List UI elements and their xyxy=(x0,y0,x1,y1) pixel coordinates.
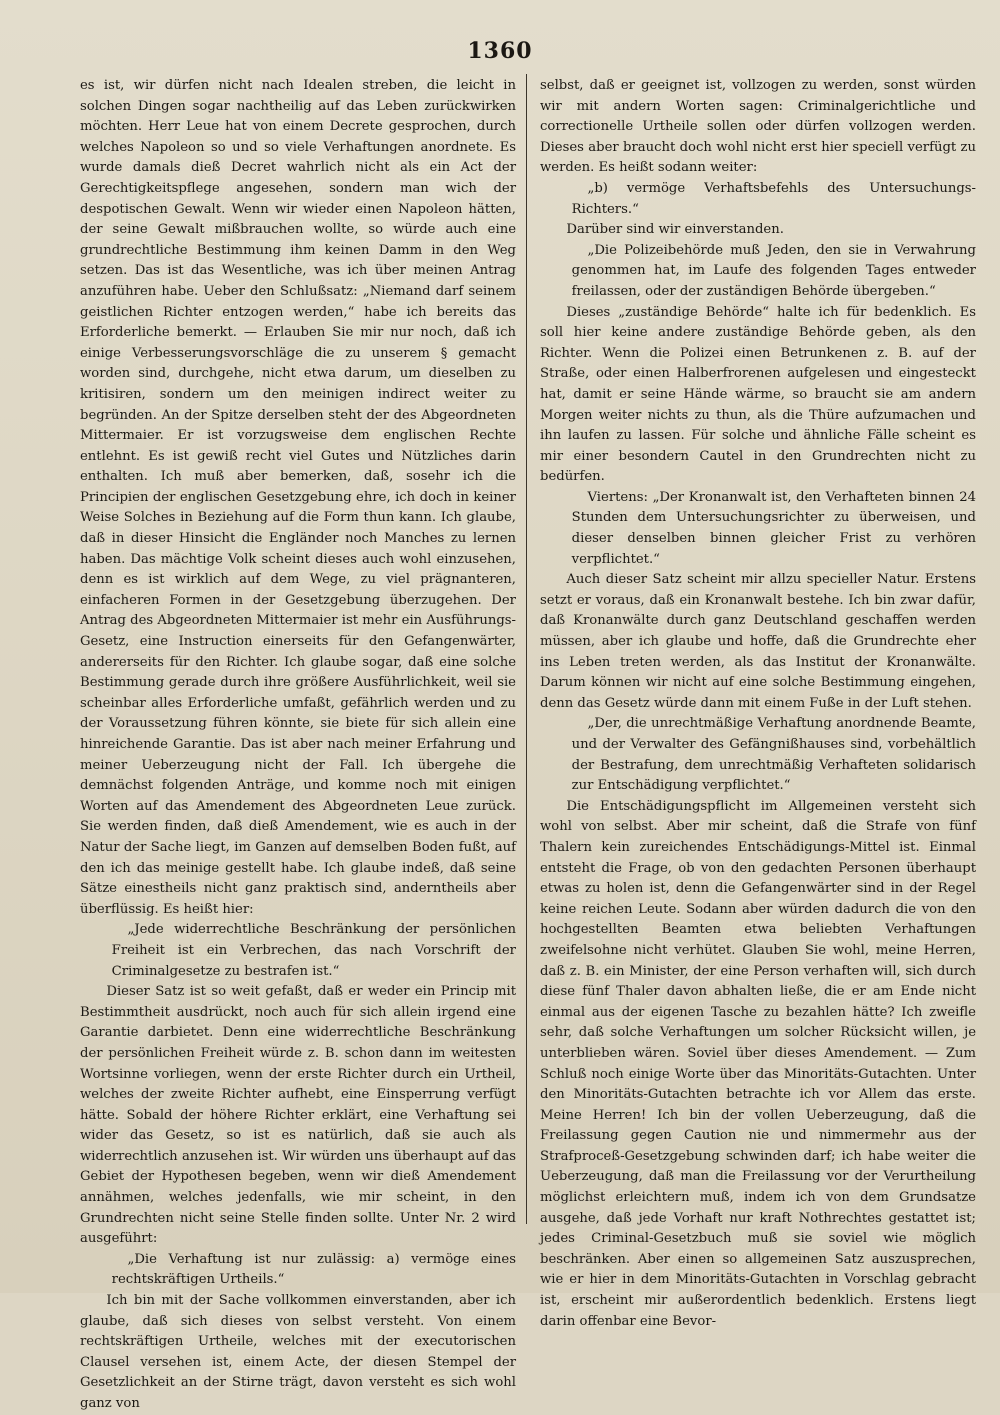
quoted-paragraph: „Die Verhaftung ist nur zulässig: a) vermöge eines rechtskräftigen Urtheils.“ xyxy=(111,1251,516,1288)
paragraph: Ich bin mit der Sache vollkommen einverstanden, aber ich glaube, daß sich dieses von selbst versteht. Von einem rechtskräftigen Urtheile, welches mit der executorischen Clausel versehen ist, einem Acte, der diesen Stempel der Gesetzlichkeit an der Stirne trägt, davon versteht es sich wohl ganz von xyxy=(80,1293,516,1411)
page-number: 1360 xyxy=(467,38,533,64)
paragraph: Auch dieser Satz scheint mir allzu specieller Natur. Erstens setzt er voraus, daß ein Kronanwalt bestehe. Ich bin zwar dafür, daß Kronanwälte durch ganz Deutschland geschaffen werden müssen, aber ich glaube und hoffe, daß die Grundrechte eher ins Leben treten werden, als das Institut der Kronanwälte. Darum können wir nicht auf eine solche Bestimmung eingehen, denn das Gesetz würde dann mit einem Fuße in der Luft stehen. xyxy=(540,572,976,711)
quoted-paragraph: „b) vermöge Verhaftsbefehls des Untersuchungs-Richters.“ xyxy=(571,180,976,217)
quoted-paragraph: „Die Polizeibehörde muß Jeden, den sie in Verwahrung genommen hat, im Laufe des folgenden Tages entweder freilassen, oder der zuständigen Behörde übergeben.“ xyxy=(571,242,976,299)
paragraph: Darüber sind wir einverstanden. xyxy=(566,222,784,238)
paragraph: Dieses „zuständige Behörde“ halte ich für bedenklich. Es soll hier keine andere zuständige Behörde geben, als den Richter. Wenn die Polizei einen Betrunkenen z. B. auf der Straße, oder einen Halberfrorenen aufgelesen und eingesteckt hat, damit er seine Hände wärme, so braucht sie am andern Morgen weiter nichts zu thun, als die Thüre aufzumachen und ihn laufen zu lassen. Für solche und ähnliche Fälle scheint es mir einer besondern Cautel in den Grundrechten nicht zu bedürfen. xyxy=(540,304,976,485)
paragraph: es ist, wir dürfen nicht nach Idealen streben, die leicht in solchen Dingen sogar nachtheilig auf das Leben zurückwirken möchten. Herr Leue hat von einem Decrete gesprochen, durch welches Napoleon so und so viele Verhaftungen anordnete. Es wurde damals dieß Decret wahrlich nicht als ein Act der Gerechtigkeitspflege angesehen, sondern man wich der despotischen Gewalt. Wenn wir wieder einen Napoleon hätten, der seine Gewalt mißbrauchen wollte, so würde auch eine grundrechtliche Bestimmung ihm keinen Damm in den Weg setzen. Das ist das Wesentliche, was ich über meinen Antrag anzuführen habe. Ueber den Schlußsatz: „Niemand darf seinem geistlichen Richter entzogen werden,“ habe ich bereits das Erforderliche bemerkt. — Erlauben Sie mir nur noch, daß ich einige Verbesserungsvorschläge die zu unserem § gemacht worden sind, durchgehe, nicht etwa darum, um dieselben zu kritisiren, sondern um den meinigen indirect weiter zu begründen. An der Spitze derselben steht der des Abgeordneten Mittermaier. Er ist vorzugsweise dem englischen Rechte entlehnt. Es ist gewiß recht viel Gutes und Nützliches darin enthalten. Ich muß aber bemerken, daß, sosehr ich die Principien der englischen Gesetzgebung ehre, ich doch in keiner Weise Solches in Beziehung auf die Form thun kann. Ich glaube, daß in dieser Hinsicht die Engländer noch Manches zu lernen haben. Das mächtige Volk scheint dieses auch wohl einzusehen, denn es ist wirklich auf dem Wege, zu viel prägnanteren, einfacheren Formen in der Gesetzgebung überzugehen. Der Antrag des Abgeordneten Mittermaier ist mehr ein Ausführungs-Gesetz, eine Instruction einerseits für den Gefangenwärter, andererseits für den Richter. Ich glaube sogar, daß eine solche Bestimmung gerade durch ihre größere Ausführlichkeit, weil sie scheinbar alles Erforderliche umfaßt, gefährlich werden und zu der Voraussetzung führen könnte, sie biete für sich allein eine hinreichende Garantie. Das ist aber nach meiner Erfahrung und meiner Ueberzeugung nicht der Fall. Ich übergehe die demnächst folgenden Anträge, und komme noch mit einigen Worten auf das Amendement des Abgeordneten Leue zurück. Sie werden finden, daß dieß Amendement, wie es auch in der Natur der Sache liegt, im Ganzen auf demselben Boden fußt, auf den ich das meinige gestellt habe. Ich glaube indeß, daß seine Sätze einestheils nicht ganz praktisch sind, anderntheils aber überflüssig. Es heißt hier: xyxy=(80,78,516,917)
paragraph: Dieser Satz ist so weit gefaßt, daß er weder ein Princip mit Bestimmtheit ausdrückt, noch auch für sich allein irgend eine Garantie darbietet. Denn eine widerrechtliche Beschränkung der persönlichen Freiheit würde z. B. schon dann im weitesten Wortsinne vorliegen, wenn der erste Richter durch ein Urtheil, welches der zweite Richter aufhebt, eine Einsperrung verfügt hätte. Sobald der höhere Richter erklärt, eine Verhaftung sei wider das Gesetz, so ist es natürlich, daß sie auch als widerrechtlich anzusehen ist. Wir würden uns überhaupt auf das Gebiet der Hypothesen begeben, wenn wir dieß Amendement annähmen, welches jedenfalls, wie mir scheint, in den Grundrechten nicht seine Stelle finden sollte. Unter Nr. 2 wird ausgeführt: xyxy=(80,984,516,1247)
column-divider xyxy=(526,74,527,1224)
paragraph: Die Entschädigungspflicht im Allgemeinen versteht sich wohl von selbst. Aber mir scheint, daß die Strafe von fünf Thalern kein zureichendes Entschädigungs-Mittel ist. Einmal entsteht die Frage, ob von den gedachten Personen überhaupt etwas zu holen ist, denn die Gefangenwärter sind in der Regel keine reichen Leute. Sodann aber würden dadurch die von den hochgestellten Beamten etwa beliebten Verhaftungen zweifelsohne nicht verhütet. Glauben Sie wohl, meine Herren, daß z. B. ein Minister, der eine Person verhaften will, sich durch diese fünf Thaler davon abhalten ließe, die er am Ende nicht einmal aus der eigenen Tasche zu bezahlen hätte? Ich zweifle sehr, daß solche Verhaftungen um solcher Rücksicht willen, je unterblieben wären. Soviel über dieses Amendement. — Zum Schluß noch einige Worte über das Minoritäts-Gutachten. Unter den Minoritäts-Gutachten betrachte ich vor Allem das erste. Meine Herren! Ich bin der vollen Ueberzeugung, daß die Freilassung gegen Caution nie und nimmermehr aus der Strafproceß-Gesetzgebung schwinden darf; ich habe weiter die Ueberzeugung, daß man die Freilassung vor der Verurtheilung möglichst erleichtern muß, indem ich von dem Grundsatze ausgehe, daß jede Vorhaft nur kraft Nothrechtes gestattet ist; jedes Criminal-Gesetzbuch muß sie soviel wie möglich beschränken. Aber einen so allgemeinen Satz auszusprechen, wie er hier in dem Minoritäts-Gutachten in Vorschlag gebracht ist, erscheint mir außerordentlich bedenklich. Erstens liegt darin offenbar eine Bevor- xyxy=(540,798,976,1329)
paragraph: selbst, daß er geeignet ist, vollzogen zu werden, sonst würden wir mit andern Worten sagen: Criminalgerichtliche und correctionelle Urtheile sollen oder dürfen vollzogen werden. Dieses aber braucht doch wohl nicht erst hier speciell verfügt zu werden. Es heißt sodann weiter: xyxy=(540,78,976,176)
quoted-paragraph: Viertens: „Der Kronanwalt ist, den Verhafteten binnen 24 Stunden dem Untersuchungsrichter zu überweisen, und dieser denselben binnen gleicher Frist zu verhören verpflichtet.“ xyxy=(571,489,976,567)
right-column xyxy=(540,76,976,1329)
quoted-paragraph: „Jede widerrechtliche Beschränkung der persönlichen Freiheit ist ein Verbrechen, das nach Vorschrift der Criminalgesetze zu bestrafen ist.“ xyxy=(111,922,516,979)
left-column xyxy=(80,76,516,1411)
quoted-paragraph: „Der, die unrechtmäßige Verhaftung anordnende Beamte, und der Verwalter des Gefängnißhauses sind, vorbehältlich der Bestrafung, dem unrechtmäßig Verhafteten solidarisch zur Entschädigung verpflichtet.“ xyxy=(571,716,976,794)
